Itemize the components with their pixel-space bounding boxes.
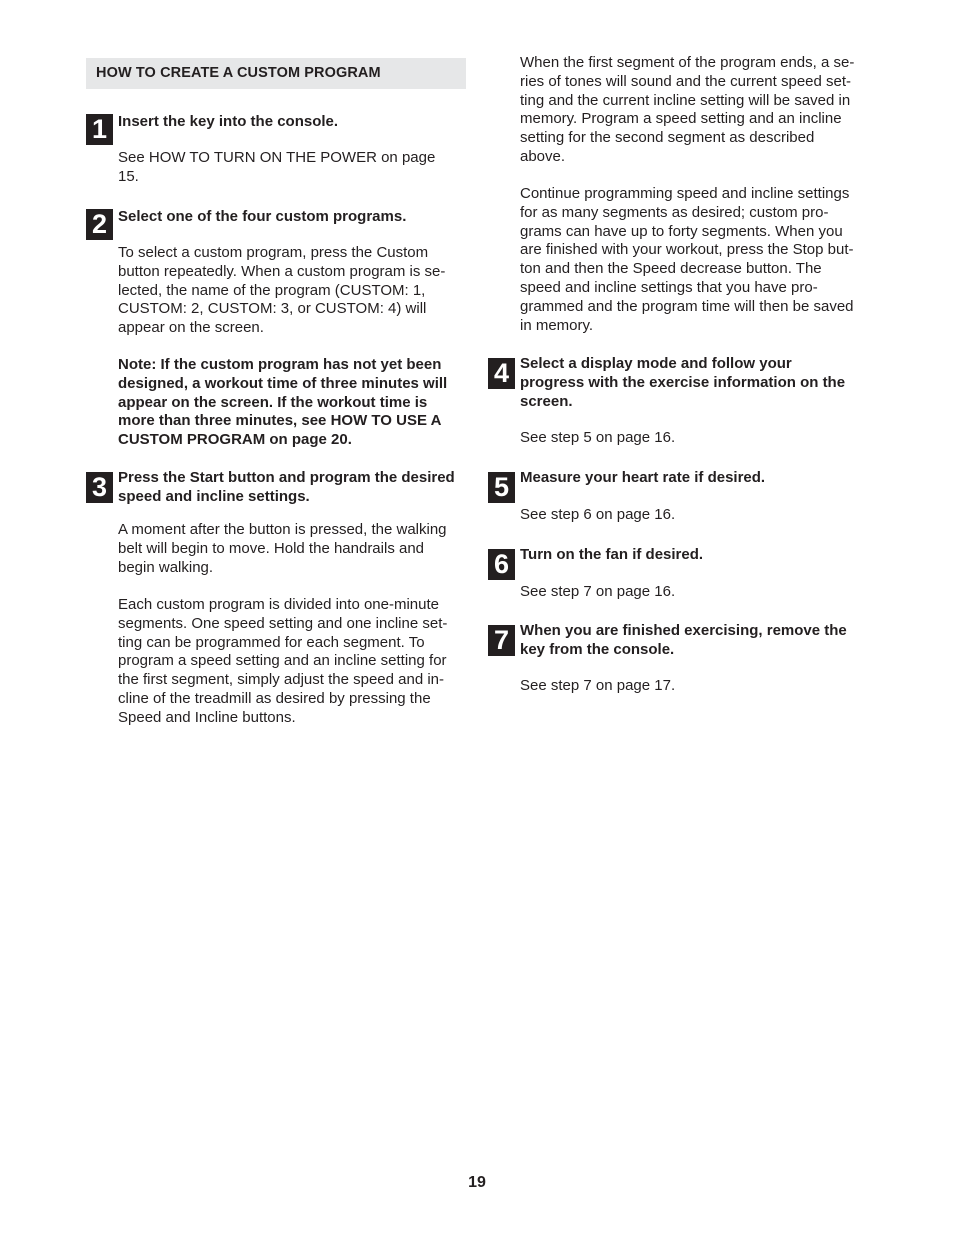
step-number-badge: 6 xyxy=(488,549,515,580)
step-paragraph: See step 6 on page 16. xyxy=(520,506,676,523)
step-number-badge: 3 xyxy=(86,472,113,503)
step-number-badge: 2 xyxy=(86,209,113,240)
step-number-badge: 7 xyxy=(488,625,515,656)
step-paragraph: Each custom program is divided into one-minute segments. One speed setting and one incline set- ting can be programmed for each segment. To program a speed setting and an incline setting for the first segment, simply adjust the speed and in- cline of the treadmill as desired by pressing the Speed and Incline buttons. xyxy=(118,596,448,726)
step-paragraph: See HOW TO TURN ON THE POWER on page 15. xyxy=(118,149,436,185)
step-paragraph: See step 7 on page 16. xyxy=(520,583,676,600)
step-note: Note: If the custom program has not yet been designed, a workout time of three minutes will appear on the screen. If the workout time is more than three minutes, see HOW TO USE A CUSTOM PROGRAM on page 20. xyxy=(118,356,448,449)
step-paragraph: See step 5 on page 16. xyxy=(520,429,676,446)
step-paragraph: When the first segment of the program ends, a se- ries of tones will sound and the current speed set- ting and the current incline setting will be saved in memory. Program a speed setting and an incline setting for the second segment as described above. xyxy=(520,54,855,165)
step-title: Insert the key into the console. xyxy=(118,113,339,130)
step-number-badge: 4 xyxy=(488,358,515,389)
step-title: Turn on the fan if desired. xyxy=(520,546,704,563)
page-number: 19 xyxy=(468,1174,486,1191)
step-title: When you are finished exercising, remove the key from the console. xyxy=(520,622,847,658)
section-header xyxy=(86,58,466,89)
step-number-badge: 1 xyxy=(86,114,113,145)
section-title: HOW TO CREATE A CUSTOM PROGRAM xyxy=(96,65,381,81)
step-paragraph: Continue programming speed and incline settings for as many segments as desired; custom pro- grams can have up to forty segments. When you are finished with your workout, press the Stop but- ton and then the Speed decrease button. The speed and incline settings that you have pro- grammed and the program time will then be saved in memory. xyxy=(520,185,854,334)
step-paragraph: To select a custom program, press the Custom button repeatedly. When a custom program is se- lected, the name of the program (CUSTOM: 1, CUSTOM: 2, CUSTOM: 3, or CUSTOM: 4) will appear on the screen. xyxy=(118,244,446,337)
step-paragraph: See step 7 on page 17. xyxy=(520,677,676,694)
step-number-badge: 5 xyxy=(488,472,515,503)
step-title: Select one of the four custom programs. xyxy=(118,208,407,225)
step-title: Press the Start button and program the desired speed and incline settings. xyxy=(118,469,455,505)
step-paragraph: A moment after the button is pressed, the walking belt will begin to move. Hold the handrails and begin walking. xyxy=(118,521,447,576)
step-title: Select a display mode and follow your progress with the exercise information on the screen. xyxy=(520,355,846,410)
step-title: Measure your heart rate if desired. xyxy=(520,469,766,486)
